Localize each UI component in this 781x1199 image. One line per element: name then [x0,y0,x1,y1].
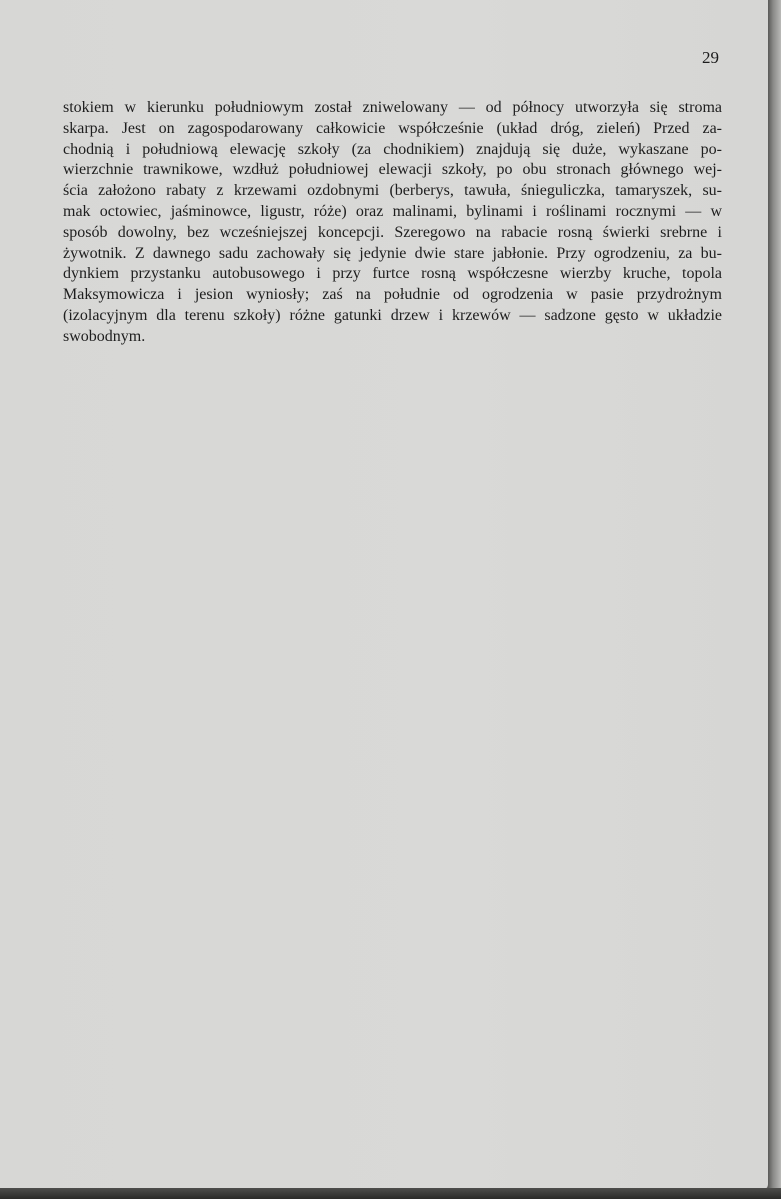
text-line: sposób dowolny, bez wcześniejszej koncepcji. Szeregowo na rabacie rosną świerki srebrne i [63,223,722,241]
text-line: wierzchnie trawnikowe, wzdłuż południowej elewacji szkoły, po obu stronach głównego wej- [63,161,722,179]
text-line: chodnią i południową elewację szkoły (za chodnikiem) znajdują się duże, wykaszane po- [63,140,722,158]
text-line: Maksymowicza i jesion wyniosły; zaś na południe od ogrodzenia w pasie przydrożnym [63,286,722,304]
page-edge-shadow [768,0,781,1199]
text-line: dynkiem przystanku autobusowego i przy furtce rosną współczesne wierzby kruche, topola [63,265,722,283]
text-line: żywotnik. Z dawnego sadu zachowały się jedynie dwie stare jabłonie. Przy ogrodzeniu, za bu- [63,244,722,262]
text-line: (izolacyjnym dla terenu szkoły) różne gatunki drzew i krzewów — sadzone gęsto w układzie [63,306,722,324]
text-line: skarpa. Jest on zagospodarowany całkowicie współcześnie (układ dróg, zieleń) Przed za- [63,119,722,137]
body-paragraph [63,98,722,348]
text-line: stokiem w kierunku południowym został zniwelowany — od północy utworzyła się stroma [63,99,722,116]
text-line: ścia założono rabaty z krzewami ozdobnymi (berberys, tawuła, śnieguliczka, tamaryszek, su- [63,182,722,200]
text-line: swobodnym. [63,327,146,345]
text-line: mak octowiec, jaśminowce, ligustr, róże) oraz malinami, bylinami i roślinami rocznymi — w [63,202,722,220]
page-number: 29 [702,48,719,67]
page-bottom-shadow [0,1188,781,1199]
